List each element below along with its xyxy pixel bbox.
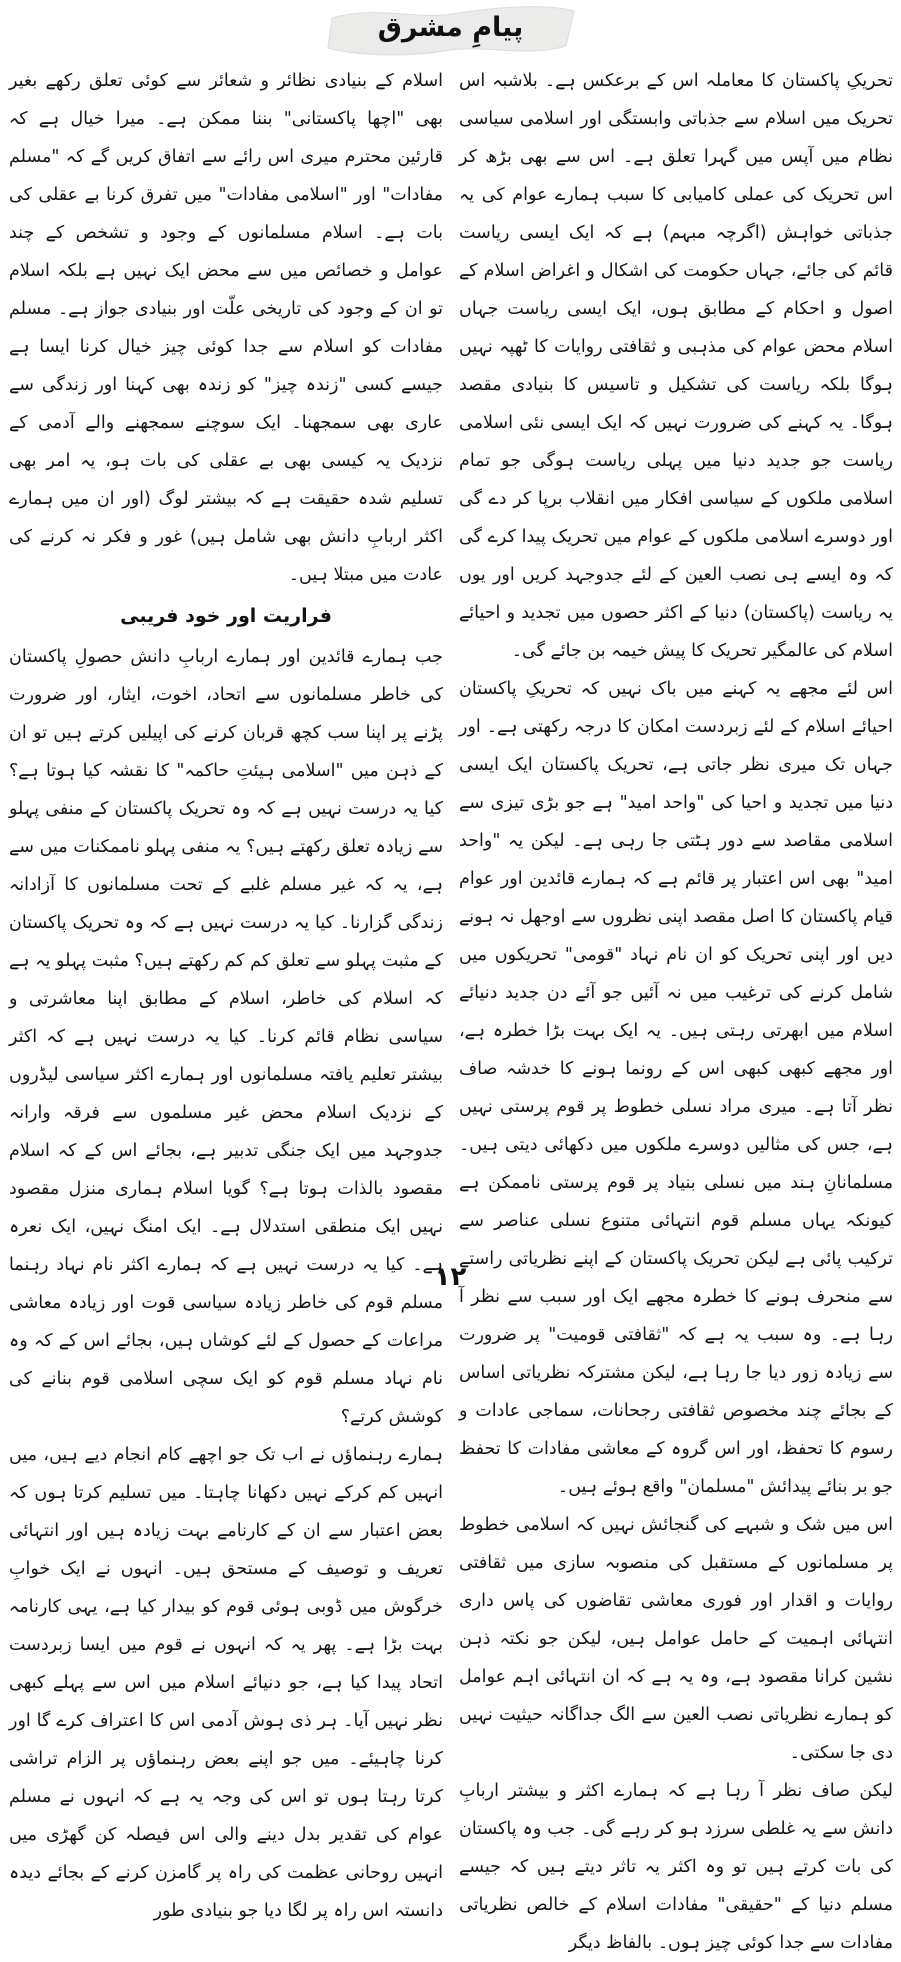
- paragraph: تحریکِ پاکستان کا معاملہ اس کے برعکس ہے۔ بلاشبہ اس تحریک میں اسلام سے جذباتی وابستگی اور اسلامی سیاسی نظام میں آپس میں گہرا تعلق ہے۔ اس سے بھی بڑھ کر اس تحریک کی عملی کامیابی کا سبب ہمارے عوام کی یہ جذباتی خواہش (اگرچہ مبہم) ہے کہ ایک ایسی ریاست قائم کی جائے، جہاں حکومت کی اشکال و اغراض اسلام کے اصول و احکام کے مطابق ہوں، ایک ایسی ریاست جہاں اسلام محض عوام کی مذہبی و ثقافتی روایات کا ٹھپہ نہیں ہوگا بلکہ ریاست کی تشکیل و تاسیس کا بنیادی مقصد ہوگا۔ یہ کہنے کی ضرورت نہیں کہ ایک ایسی نئی اسلامی ریاست جو جدید دنیا میں پہلی ریاست ہوگی جو تمام اسلامی ملکوں کے سیاسی افکار میں انقلاب برپا کر دے گی اور دوسرے اسلامی ملکوں کے عوام میں تحریک پیدا کرے گی کہ وہ ایسے ہی نصب العین کے لئے جدوجہد کریں اور یوں یہ ریاست (پاکستان) دنیا کے اکثر حصوں میں تجدید و احیائے اسلام کی عالمگیر تحریک کا پیش خیمہ بن جائے گی۔: [459, 71, 893, 661]
- paragraph: اس لئے مجھے یہ کہنے میں باک نہیں کہ تحریکِ پاکستان احیائے اسلام کے لئے زبردست امکان کا درجہ رکھتی ہے۔ اور جہاں تک میری نظر جاتی ہے، تحریک پاکستان ایک ایسی دنیا میں تجدید و احیا کی "واحد امید" ہے جو بڑی تیزی سے اسلامی مقاصد سے دور ہٹتی جا رہی ہے۔ لیکن یہ "واحد امید" بھی اس اعتبار پر قائم ہے کہ ہمارے قائدین اور عوام قیام پاکستان کا اصل مقصد اپنی نظروں سے اوجھل نہ ہونے دیں اور اپنی تحریک کو ان نام نہاد "قومی" تحریکوں میں شامل کرنے کی ترغیب میں نہ آئیں جو آئے دن جدید دنیائے اسلام میں ابھرتی رہتی ہیں۔ یہ ایک بہت بڑا خطرہ ہے، اور مجھے کبھی کبھی اس کے رونما ہونے کا خدشہ صاف نظر آتا ہے۔ میری مراد نسلی خطوط پر قوم پرستی نہیں ہے، جس کی مثالیں دوسرے ملکوں میں دکھائی دیتی ہیں۔ مسلمانانِ ہند میں نسلی بنیاد پر قوم پرستی ناممکن ہے کیونکہ یہاں مسلم قوم انتہائی متنوع نسلی عناصر سے ترکیب پائی ہے لیکن تحریک پاکستان کے اپنے نظریاتی راستے سے منحرف ہونے کا خطرہ مجھے ایک اور سبب سے نظر آ رہا ہے۔ وہ سبب یہ ہے کہ "ثقافتی قومیت" پر ضرورت سے زیادہ زور دیا جا رہا ہے، لیکن مشترکہ نظریاتی اساس کے بجائے چند مخصوص ثقافتی رجحانات، سماجی عادات و رسوم کا تحفظ، اور اس گروہ کے معاشی مفادات کا تحفظ جو بر بنائے پیدائش "مسلمان" واقع ہوئے ہیں۔: [459, 679, 893, 1497]
- paragraph: اس میں شک و شبہے کی گنجائش نہیں کہ اسلامی خطوط پر مسلمانوں کے مستقبل کی منصوبہ سازی میں ثقافتی روایات و اقدار اور فوری معاشی تقاضوں کی پاس داری انتہائی اہمیت کے حامل عوامل ہیں، لیکن جو نکتہ ذہن نشین کرانا مقصود ہے، وہ یہ ہے کہ ان انتہائی اہم عوامل کو ہمارے نظریاتی نصب العین سے الگ جداگانہ حیثیت نہیں دی جا سکتی۔: [459, 1515, 893, 1763]
- page-footer: [0, 1262, 901, 1292]
- paragraph: لیکن صاف نظر آ رہا ہے کہ ہمارے اکثر و بیشتر اربابِ دانش سے یہ غلطی سرزد ہو کر رہے گی۔ جب وہ پاکستان کی بات کرتے ہیں تو وہ اکثر یہ تاثر دیتے ہیں کہ جیسے مسلم دنیا کے "حقیقی" مفادات اسلام کے خالص نظریاتی مفادات سے جدا کوئی چیز ہوں۔ بالفاظ دیگر: [459, 1781, 893, 1953]
- header-banner: [320, 2, 582, 58]
- section-heading: فراریت اور خود فریبی: [120, 605, 332, 627]
- page-number: ۱۲: [434, 1262, 467, 1292]
- page-title: پیامِ مشرق: [377, 12, 524, 43]
- paragraph: ہمارے رہنماؤں نے اب تک جو اچھے کام انجام دیے ہیں، میں انہیں کم کرکے نہیں دکھانا چاہتا۔ میں تسلیم کرتا ہوں کہ بعض اعتبار سے ان کے کارنامے بہت زیادہ ہیں اور انتہائی تعریف و توصیف کے مستحق ہیں۔ انہوں نے ایک خوابِ خرگوش میں ڈوبی ہوئی قوم کو بیدار کیا ہے، یہی کارنامہ بہت بڑا ہے۔ پھر یہ کہ انہوں نے قوم میں ایسا زبردست اتحاد پیدا کیا ہے، جو دنیائے اسلام میں اس سے پہلے کبھی نظر نہیں آیا۔ ہر ذی ہوش آدمی اس کا اعتراف کرے گا اور کرنا چاہیئے۔ میں جو اپنے بعض رہنماؤں پر الزام تراشی کرتا رہتا ہوں تو اس کی وجہ یہ ہے کہ انہوں نے مسلم عوام کی تقدیر بدل دینے والی اس فیصلہ کن گھڑی میں انہیں روحانی عظمت کی راہ پر گامزن کرنے کے بجائے دیدہ دانستہ اس راہ پر لگا دیا جو بنیادی طور: [9, 1445, 443, 1921]
- column-left: [9, 62, 443, 1962]
- paragraph: اسلام کے بنیادی نظائر و شعائر سے کوئی تعلق رکھے بغیر بھی "اچھا پاکستانی" بننا ممکن ہے۔ میرا خیال ہے کہ قارئین محترم میری اس رائے سے اتفاق کریں گے کہ "مسلم مفادات" اور "اسلامی مفادات" میں تفرق کرنا بے عقلی کی بات ہے۔ اسلام مسلمانوں کے وجود و تشخص کے چند عوامل و خصائص میں سے محض ایک نہیں ہے بلکہ اسلام تو ان کے وجود کی تاریخی علّت اور بنیادی جواز ہے۔ مسلم مفادات کو اسلام سے جدا کوئی چیز خیال کرنا ایسا ہے جیسے کسی "زندہ چیز" کو زندہ بھی کہنا اور زندگی سے عاری بھی سمجھنا۔ ایک سوچنے سمجھنے والے آدمی کے نزدیک یہ کیسی بھی بے عقلی کی بات ہو، یہ امر بھی تسلیم شدہ حقیقت ہے کہ بیشتر لوگ (اور ان میں ہمارے اکثر اربابِ دانش بھی شامل ہیں) غور و فکر نہ کرنے کی عادت میں مبتلا ہیں۔: [9, 71, 443, 585]
- column-right: [459, 62, 893, 1962]
- article-columns: [8, 62, 893, 1962]
- paragraph: جب ہمارے قائدین اور ہمارے اربابِ دانش حصولِ پاکستان کی خاطر مسلمانوں سے اتحاد، اخوت، ایثار، اور ضرورت پڑنے پر اپنا سب کچھ قربان کرنے کی اپیلیں کرتے ہیں تو ان کے ذہن میں "اسلامی ہیئتِ حاکمہ" کا نقشہ کیا ہوتا ہے؟ کیا یہ درست نہیں ہے کہ وہ تحریک پاکستان کے منفی پہلو سے زیادہ تعلق رکھتے ہیں؟ یہ منفی پہلو ناممکنات میں سے ہے، یہ کہ غیر مسلم غلبے کے تحت مسلمانوں کا آزادانہ زندگی گزارنا۔ کیا یہ درست نہیں ہے کہ وہ تحریک پاکستان کے مثبت پہلو سے تعلق کم کم رکھتے ہیں؟ مثبت پہلو یہ ہے کہ اسلام کی خاطر، اسلام کے مطابق اپنا معاشرتی و سیاسی نظام قائم کرنا۔ کیا یہ درست نہیں ہے کہ اکثر بیشتر تعلیم یافتہ مسلمانوں اور ہمارے اکثر سیاسی لیڈروں کے نزدیک اسلام محض غیر مسلموں سے فرقہ وارانہ جدوجہد میں ایک جنگی تدبیر ہے، بجائے اس کے کہ اسلام مقصود بالذات ہوتا ہے؟ گویا اسلام ہماری منزل مقصود نہیں ایک منطقی استدلال ہے۔ ایک امنگ نہیں، ایک نعرہ ہے۔ کیا یہ درست نہیں ہے کہ ہمارے اکثر نام نہاد رہنما مسلم قوم کی خاطر زیادہ سیاسی قوت اور زیادہ معاشی مراعات کے حصول کے لئے کوشاں ہیں، بجائے اس کے کہ وہ نام نہاد مسلم قوم کو ایک سچی اسلامی قوم بنانے کی کوشش کرتے؟: [9, 647, 443, 1427]
